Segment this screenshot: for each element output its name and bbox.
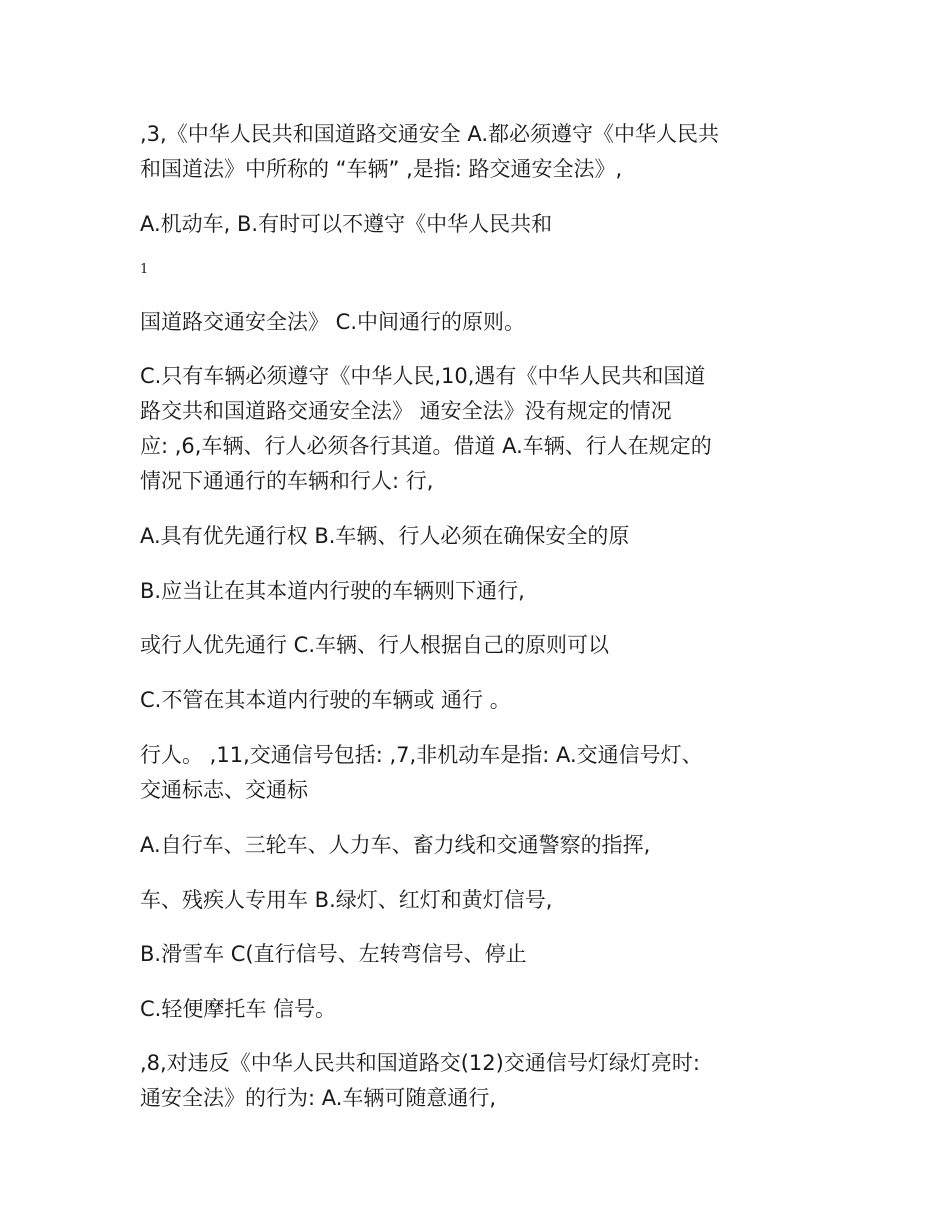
text-line: 应: ,6,车辆、行人必须各行其道。借道 A.车辆、行人在规定的 <box>140 434 712 458</box>
text-line: C.只有车辆必须遵守《中华人民,10,遇有《中华人民共和国道 <box>140 364 706 388</box>
text-line: C.不管在其本道内行驶的车辆或 通行 。 <box>140 688 511 712</box>
paragraph-q10-q6 <box>140 359 820 499</box>
paragraph-option-c2 <box>140 683 820 718</box>
text-line: A.具有优先通行权 B.车辆、行人必须在确保安全的原 <box>140 524 630 548</box>
text-line: 车、残疾人专用车 B.绿灯、红灯和黄灯信号, <box>140 888 553 912</box>
paragraph-q3-option-a <box>140 207 820 242</box>
text-line: B.应当让在其本道内行驶的车辆则下通行, <box>140 579 525 603</box>
text-line: 行人。 ,11,交通信号包括: ,7,非机动车是指: A.交通信号灯、 <box>140 743 703 767</box>
paragraph-q7-option-b <box>140 937 820 972</box>
page-number: 1 <box>140 262 149 277</box>
text-line: 或行人优先通行 C.车辆、行人根据自己的原则可以 <box>140 633 610 657</box>
text-line: 情况下通通行的车辆和行人: 行, <box>140 469 434 493</box>
paragraph-q11-option-b <box>140 883 820 918</box>
text-line: ,3,《中华人民共和国道路交通安全 A.都必须遵守《中华人民共 <box>140 122 720 146</box>
text-line: 和国道法》中所称的 “车辆” ,是指: 路交通安全法》, <box>140 157 623 181</box>
text-line: B.滑雪车 C(直行信号、左转弯信号、停止 <box>140 942 527 966</box>
paragraph-q7-option-a <box>140 828 820 863</box>
paragraph-option-b <box>140 574 820 609</box>
paragraph-option-c <box>140 628 820 663</box>
text-line: C.轻便摩托车 信号。 <box>140 997 337 1021</box>
text-line: A.自行车、三轮车、人力车、畜力线和交通警察的指挥, <box>140 833 651 857</box>
text-line: 通安全法》的行为: A.车辆可随意通行, <box>140 1086 497 1110</box>
paragraph-option-a <box>140 519 820 554</box>
paragraph-q8-q12 <box>140 1046 820 1116</box>
text-line: 国道路交通安全法》 C.中间通行的原则。 <box>140 310 526 334</box>
paragraph-q11-q7 <box>140 738 820 808</box>
paragraph-q7-option-c <box>140 992 820 1027</box>
text-line: 路交共和国道路交通安全法》 通安全法》没有规定的情况 <box>140 399 672 423</box>
text-line: ,8,对违反《中华人民共和国道路交(12)交通信号灯绿灯亮时: <box>140 1051 700 1075</box>
text-line: A.机动车, B.有时可以不遵守《中华人民共和 <box>140 212 553 236</box>
paragraph-q3-continued <box>140 305 820 340</box>
paragraph-q3 <box>140 117 820 187</box>
text-line: 交通标志、交通标 <box>140 778 308 802</box>
